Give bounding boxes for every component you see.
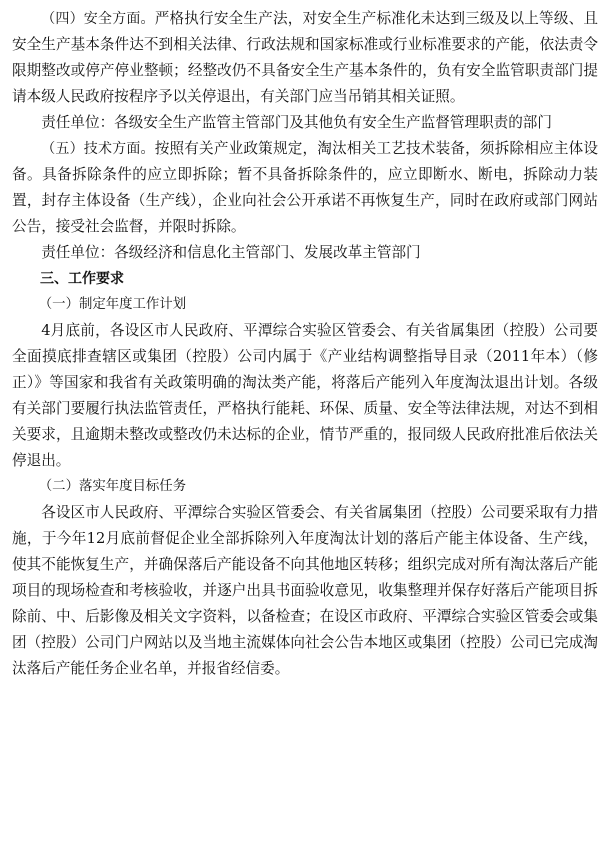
paragraph-technology: [12, 136, 598, 240]
section-three-heading: 三、工作要求: [40, 271, 124, 287]
paragraph-safety-responsible: 责任单位：各级安全生产监管主管部门及其他负有安全生产监督管理职责的部门: [41, 114, 552, 131]
subsection-two-body: 各设区市人民政府、平潭综合实验区管委会、有关省属集团（控股）公司要采取有力措施，于今年12月底前督促企业全部拆除列入年度淘汰计划的落后产能主体设备、生产线，使其不能恢复生产，并确保落后产能设备不向其他地区转移；组织完成对所有淘汰落后产能项目的现场检查和考核验收，并逐户出具书面验收意见，收集整理并保存好落后产能项目拆除前、中、后影像及相关文字资料，以备检查；在设区市政府、平潭综合实验区管委会或集团（控股）公司门户网站以及当地主流媒体向社会公告本地区或集团（控股）公司已完成淘汰落后产能任务企业名单，并报省经信委。: [12, 504, 598, 677]
paragraph-safety-lead: （四）安全方面。: [41, 11, 155, 27]
subsection-one-heading: （一）制定年度工作计划: [38, 297, 187, 312]
paragraph-safety: [12, 6, 598, 110]
paragraph-safety-body: 严格执行安全生产法，对安全生产标准化未达到三级及以上等级、且安全生产基本条件达不到相关法律、行政法规和国家标准或行业标准要求的产能，依法责令限期整改或停产停业整顿；经整改仍不具备安全生产基本条件的，负有安全监管职责部门提请本级人民政府按程序予以关停退出，有关部门应当吊销其相关证照。: [12, 10, 598, 105]
paragraph-technology-body: 按照有关产业政策规定，淘汰相关工艺技术装备，须拆除相应主体设备。具备拆除条件的应立即拆除；暂不具备拆除条件的，应立即断水、断电，拆除动力装置，封存主体设备（生产线），企业向社会公开承诺不再恢复生产，同时在政府或部门网站公告，接受社会监督，并限时拆除。: [12, 140, 598, 235]
subsection-two-heading: （二）落实年度目标任务: [38, 479, 187, 494]
subsection-one-body: 4月底前，各设区市人民政府、平潭综合实验区管委会、有关省属集团（控股）公司要全面摸底排查辖区或集团（控股）公司内属于《产业结构调整指导目录（2011年本）（修正）》等国家和我省有关政策明确的淘汰类产能，将落后产能列入年度淘汰退出计划。各级有关部门要履行执法监管责任，严格执行能耗、环保、质量、安全等法律法规，对达不到相关要求，且逾期未整改或整改仍未达标的企业，情节严重的，报同级人民政府批准后依法关停退出。: [12, 322, 598, 469]
paragraph-technology-responsible: 责任单位：各级经济和信息化主管部门、发展改革主管部门: [41, 244, 421, 261]
paragraph-technology-lead: （五）技术方面。: [41, 141, 155, 157]
